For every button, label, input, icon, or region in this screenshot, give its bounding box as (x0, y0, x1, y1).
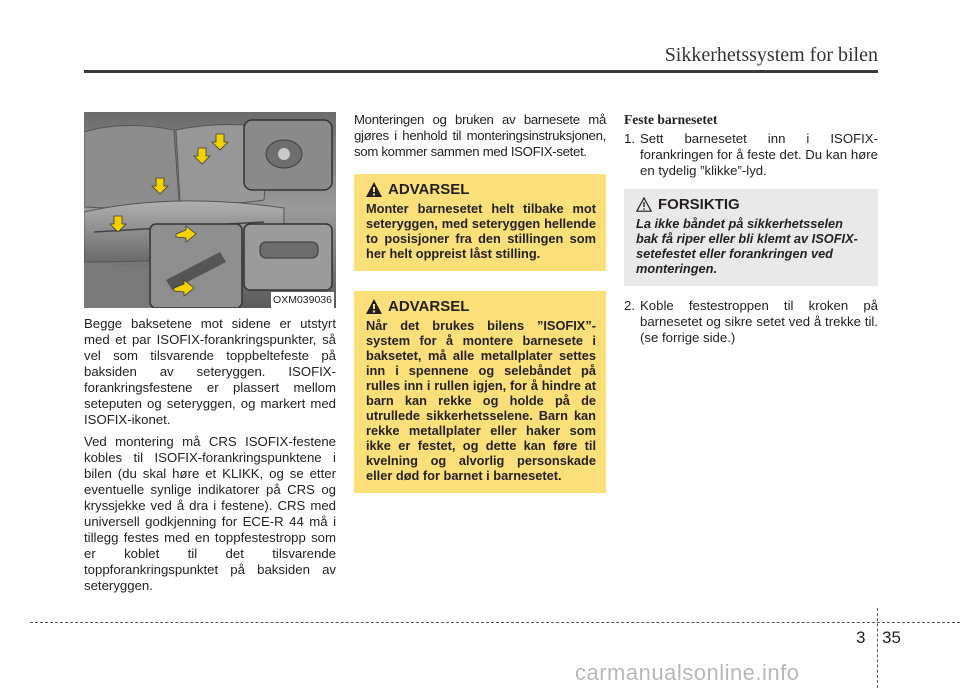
footer-divider (877, 608, 878, 688)
footer-rule (30, 622, 960, 623)
caution-title: FORSIKTIG (658, 196, 740, 213)
step-text: Sett barnesetet inn i ISOFIX-forankringen for å feste det. Du kan høre en tydelig ”klikke”-lyd. (640, 131, 878, 178)
caution-text: La ikke båndet på sikkerhetsselen bak få riper eller bli klemt av ISOFIX-setefestet eller forankringen ved monteringen. (636, 216, 858, 276)
paragraph-anchorage: Begge baksetene mot sidene er utstyrt med et par ISOFIX-forankringspunkter, så vel som tilsvarende toppbeltefeste på baksiden av seteryggen. ISOFIX-forankringsfestene er plassert mellom seteputen og seteryggen, og markert med ISOFIX-ikonet. (84, 316, 336, 427)
paragraph-installation: Monteringen og bruken av barnesete må gjøres i henhold til monteringsinstruksjonen, som kommer sammen med ISOFIX-setet. (354, 112, 606, 159)
watermark: carmanualsonline.info (575, 660, 800, 685)
warning-text: Når det brukes bilens ”ISOFIX”-system for å montere barnesete i baksetet, må alle metallplater settes inn i spennene og selebåndet på rulles inn i rullen igjen, for å hindre at barn kan rekke og holde på de utrullede sikkerhetsselene. Barn kan rekke metallplater eller haker som ikke er festet, og dette kan føre til kvelning og alvorlig personskade eller død for barnet i barnesetet. (366, 318, 596, 483)
step-number: 1. (624, 131, 635, 146)
rear-seat-photo (84, 112, 336, 308)
page-header-title: Sikkerhetssystem for bilen (664, 44, 878, 66)
caution-triangle-icon (636, 197, 652, 212)
warning-box-1 (354, 174, 606, 271)
warning-triangle-icon (366, 299, 382, 314)
warning-text: Monter barnesetet helt tilbake mot seteryggen, med seteryggen hellende to posisjoner fra den stillingen som her helt oppreist låst stilling. (366, 201, 596, 261)
step-number: 2. (624, 298, 635, 313)
section-title: Feste barnesetet (624, 112, 718, 127)
warning-box-2 (354, 291, 606, 493)
isofix-figure (84, 112, 336, 308)
column-left (84, 112, 336, 600)
column-middle (354, 112, 606, 493)
figure-code: OXM039036 (273, 294, 332, 306)
caution-box (624, 189, 878, 286)
step-text: Koble festestroppen til kroken på barnesetet og sikre setet ved å trekke til. (se forrige side.) (640, 298, 878, 345)
step-1 (624, 131, 878, 179)
paragraph-mounting: Ved montering må CRS ISOFIX-festene kobles til ISOFIX-forankringspunktene i bilen (du skal høre et KLIKK, og se etter eventuelle synlige indikatorer på CRS og kryssjekke ved å dra i festene). CRS med universell godkjenning for ECE-R 44 må i tillegg festes med en toppfestestropp som er koblet til det tilsvarende toppforankringspunktet på baksiden av seteryggen. (84, 434, 336, 593)
section-number: 3 (856, 628, 866, 647)
step-2 (624, 298, 878, 346)
warning-triangle-icon (366, 182, 382, 197)
column-right (624, 112, 878, 350)
warning-title: ADVARSEL (388, 298, 470, 315)
header-rule (84, 70, 878, 73)
warning-title: ADVARSEL (388, 181, 470, 198)
page-number: 35 (882, 628, 901, 647)
